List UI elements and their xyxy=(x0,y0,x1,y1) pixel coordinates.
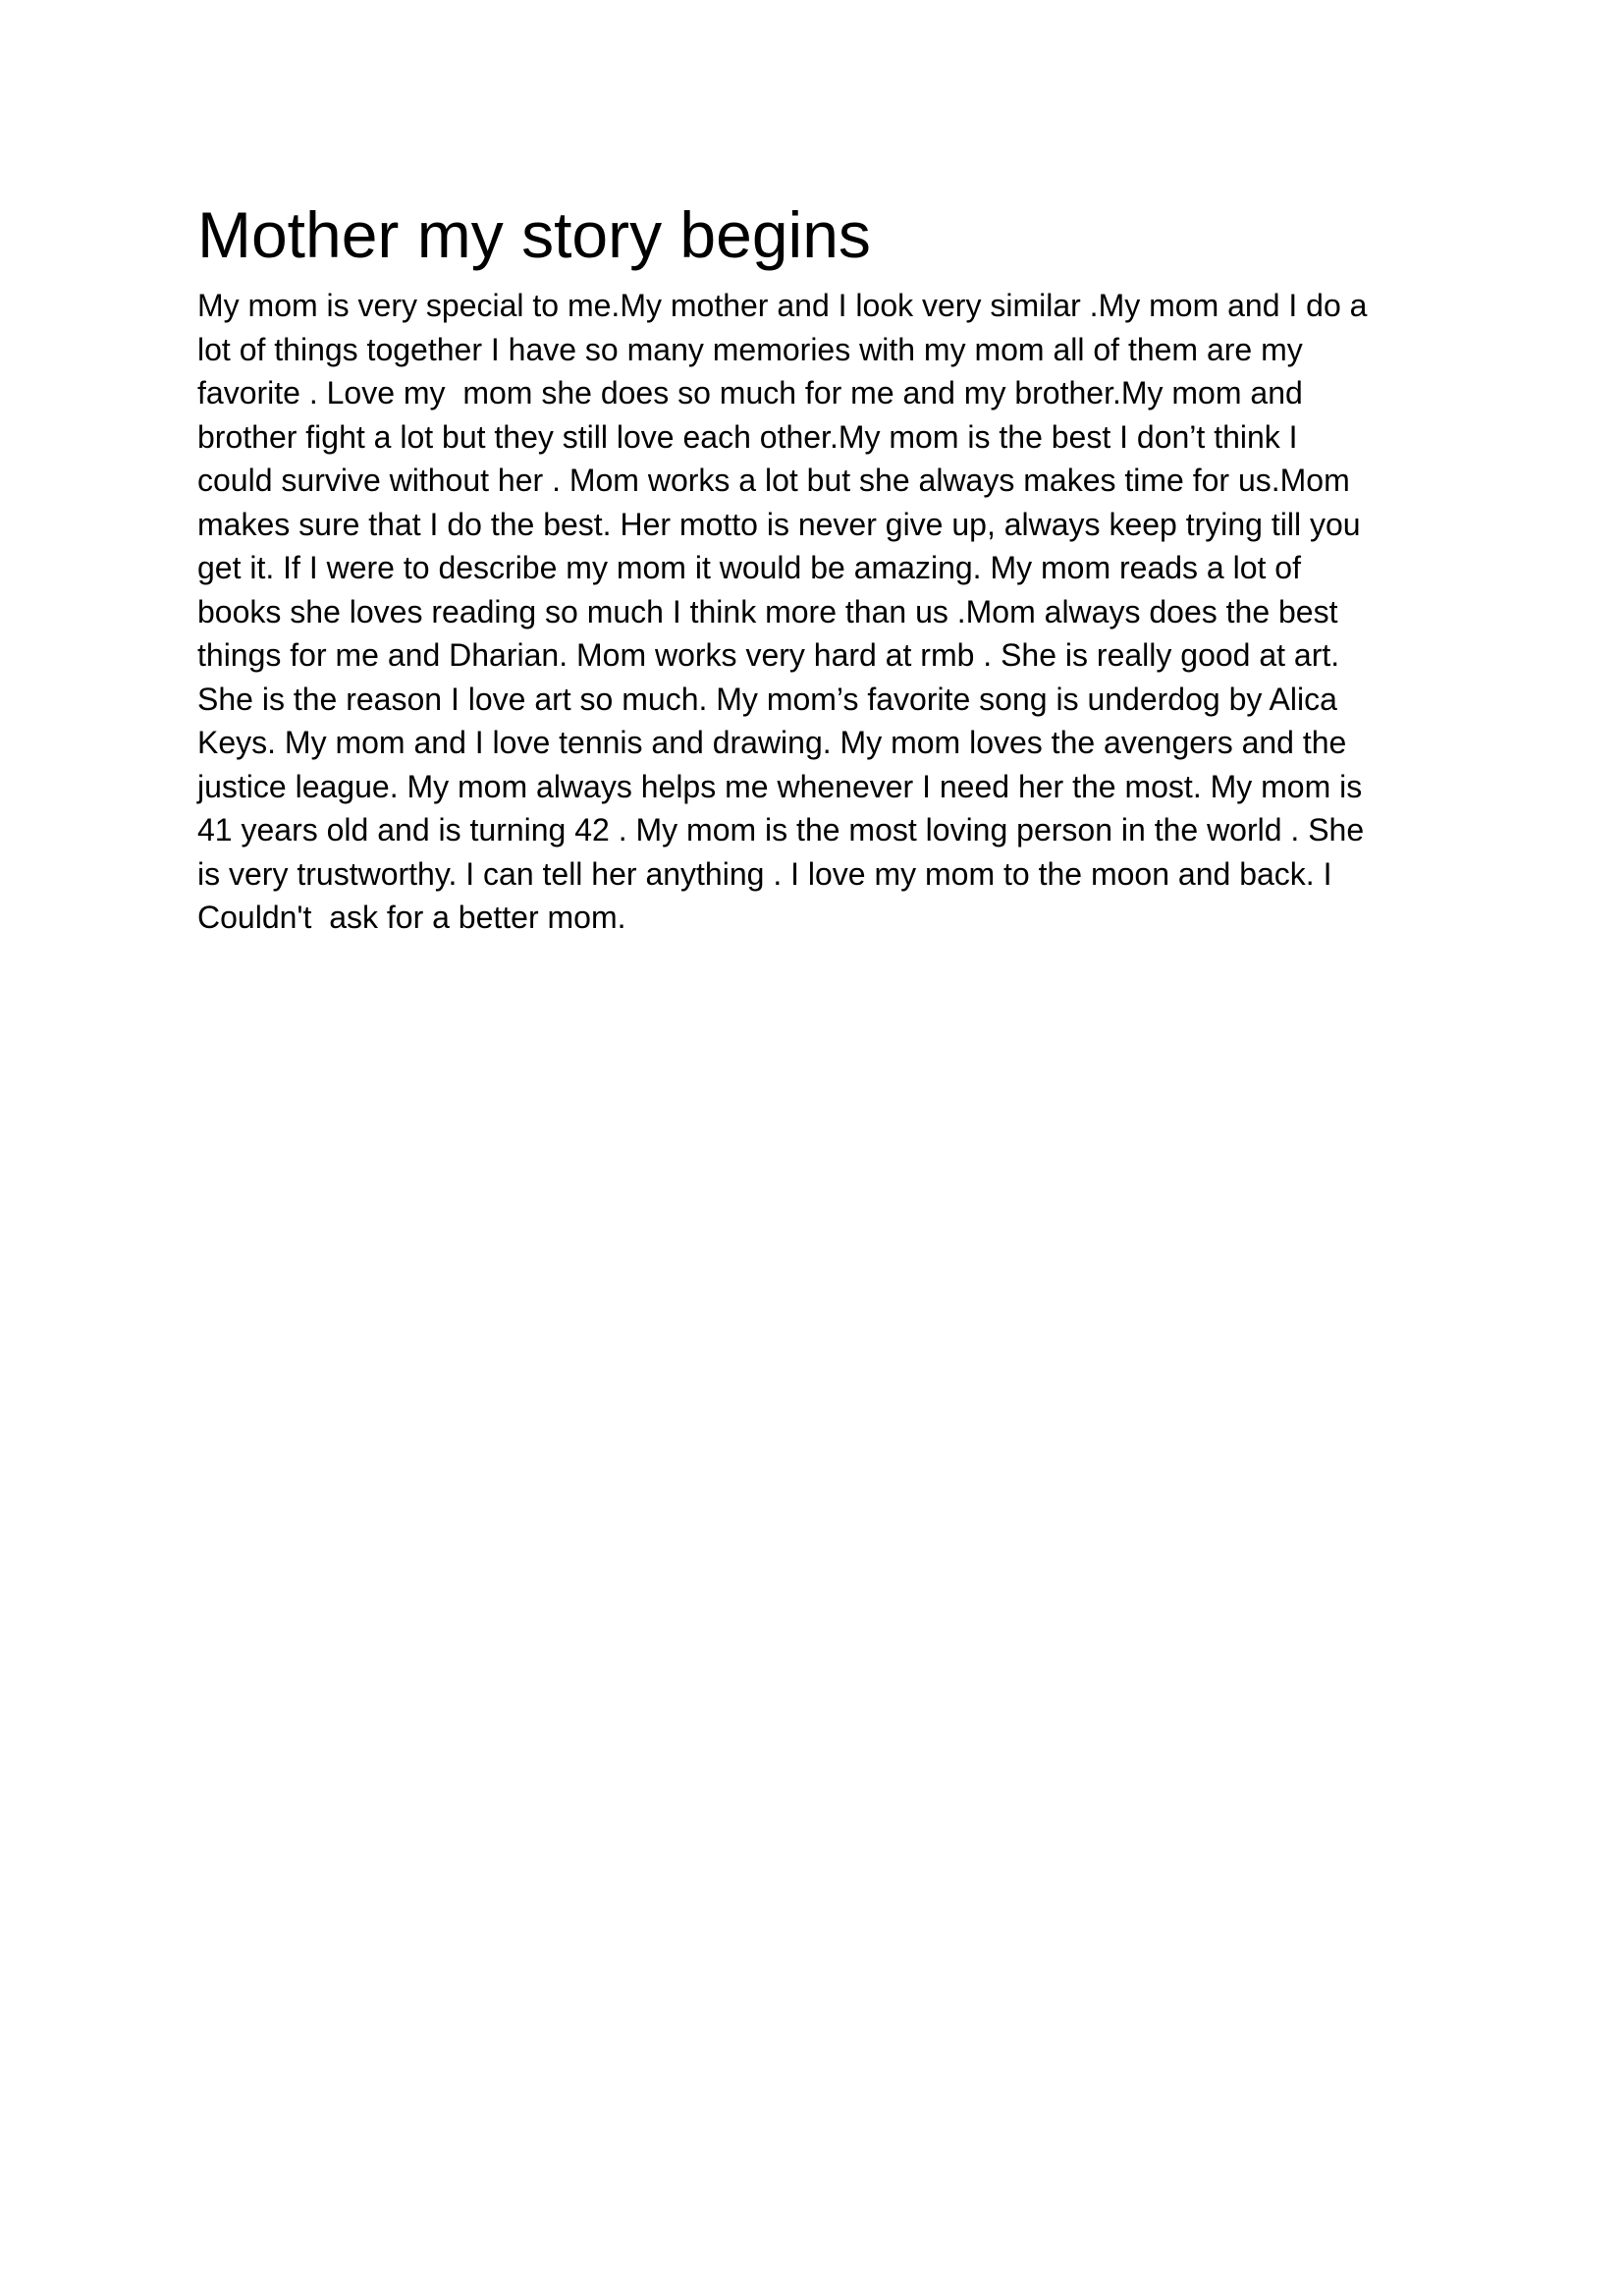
body-line: justice league. My mom always helps me whenever I need her the most. My mom is xyxy=(197,768,1363,804)
body-line: makes sure that I do the best. Her motto is never give up, always keep trying till you xyxy=(197,506,1361,542)
document-body xyxy=(197,284,1474,940)
body-line: is very trustworthy. I can tell her anything . I love my mom to the moon and back. I xyxy=(197,855,1332,892)
body-line: could survive without her . Mom works a lot but she always makes time for us.Mom xyxy=(197,463,1350,498)
body-line: favorite . Love my mom she does so much for me and my brother.My mom and xyxy=(197,375,1303,410)
body-line: My mom is very special to me.My mother and I look very similar .My mom and I do a xyxy=(197,288,1368,323)
body-line: She is the reason I love art so much. My mom’s favorite song is underdog by Alica xyxy=(197,681,1337,717)
body-line: brother fight a lot but they still love each other.My mom is the best I don’t think I xyxy=(197,418,1298,455)
document-title: Mother my story begins xyxy=(197,198,871,271)
body-line: lot of things together I have so many memories with my mom all of them are my xyxy=(197,331,1303,367)
body-line: Keys. My mom and I love tennis and drawing. My mom loves the avengers and the xyxy=(197,725,1347,760)
body-line: books she loves reading so much I think more than us .Mom always does the best xyxy=(197,593,1338,629)
body-line: get it. If I were to describe my mom it would be amazing. My mom reads a lot of xyxy=(197,550,1301,585)
body-line: things for me and Dharian. Mom works very hard at rmb . She is really good at art. xyxy=(197,637,1340,673)
body-line: Couldn't ask for a better mom. xyxy=(197,900,626,935)
body-line: 41 years old and is turning 42 . My mom is the most loving person in the world . She xyxy=(197,812,1365,847)
